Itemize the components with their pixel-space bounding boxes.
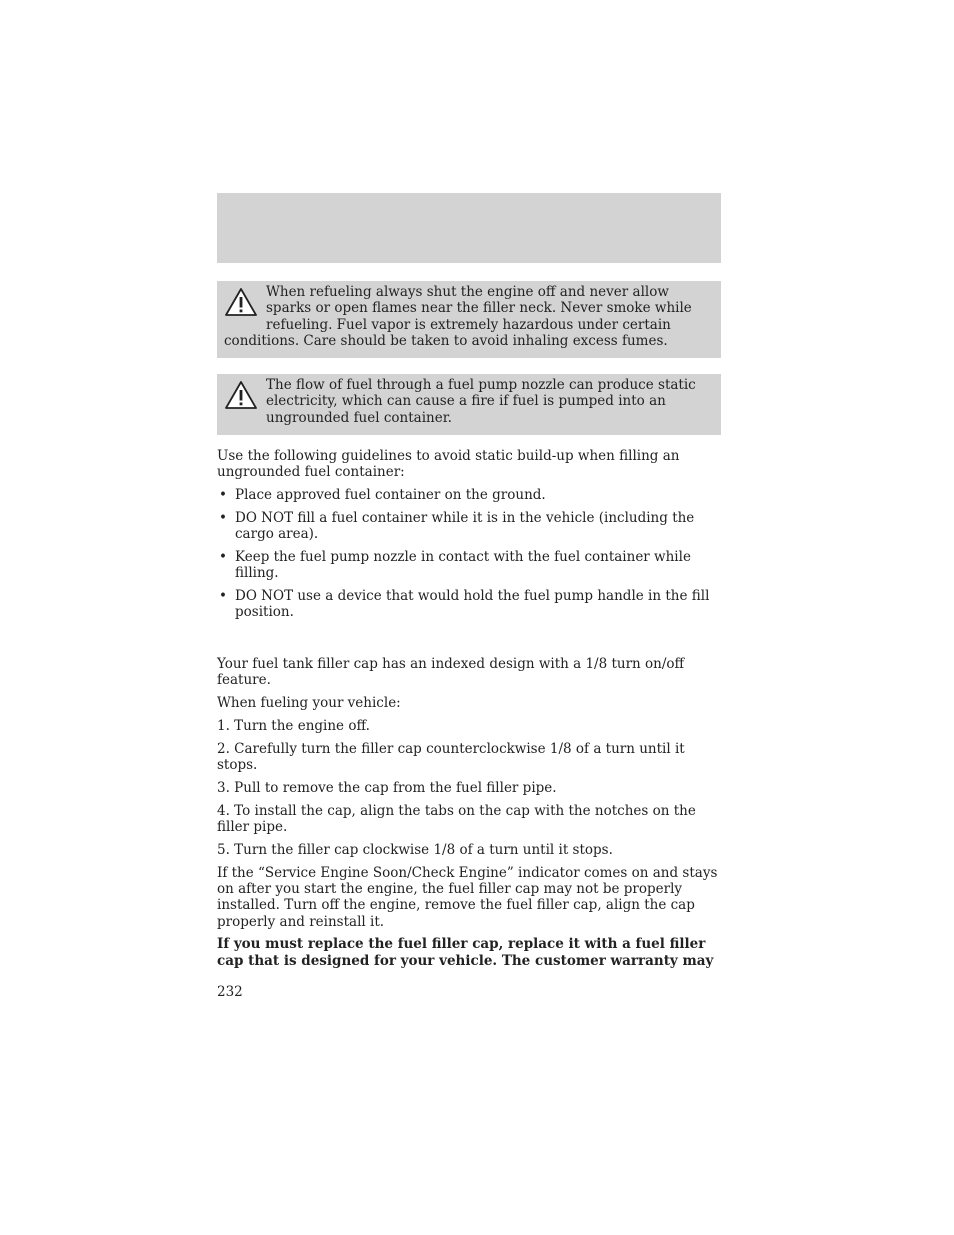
warning-box-refueling bbox=[217, 281, 721, 358]
bullet-glyph: • bbox=[219, 588, 227, 605]
warning-triangle-icon bbox=[224, 287, 258, 317]
guidelines-list bbox=[217, 487, 721, 621]
section-header-band bbox=[217, 193, 721, 263]
step-item: 3. Pull to remove the cap from the fuel filler pipe. bbox=[217, 779, 557, 796]
step-item: 1. Turn the engine off. bbox=[217, 718, 370, 735]
step-item: 4. To install the cap, align the tabs on the cap with the notches on the filler pipe. bbox=[217, 802, 696, 836]
filler-cap-intro: Your fuel tank filler cap has an indexed design with a 1/8 turn on/off feature. bbox=[217, 656, 685, 689]
page-number: 232 bbox=[217, 983, 243, 1000]
guidelines-intro: Use the following guidelines to avoid static build-up when filling an ungrounded fuel container: bbox=[217, 448, 680, 481]
bullet-glyph: • bbox=[219, 548, 227, 565]
step-item: 2. Carefully turn the filler cap counterclockwise 1/8 of a turn until it stops. bbox=[217, 740, 685, 774]
indicator-note: If the “Service Engine Soon/Check Engine” indicator comes on and stays on after you start the engine, the fuel filler cap may not be properly installed. Turn off the engine, remove the fuel filler cap, align the cap properly and reinstall it. bbox=[217, 864, 718, 930]
step-item: 5. Turn the filler cap clockwise 1/8 of a turn until it stops. bbox=[217, 841, 613, 858]
warning-text: The flow of fuel through a fuel pump nozzle can produce static electricity, which can cause a fire if fuel is pumped into an ungrounded fuel container. bbox=[266, 377, 696, 426]
warning-triangle-icon bbox=[224, 380, 258, 410]
warning-box-static bbox=[217, 374, 721, 435]
replacement-cap-note: If you must replace the fuel filler cap, replace it with a fuel filler cap that is designed for your vehicle. The customer warranty may bbox=[217, 936, 714, 969]
list-item: • DO NOT fill a fuel container while it is in the vehicle (including the cargo area). bbox=[219, 509, 695, 543]
list-item: • Keep the fuel pump nozzle in contact with the fuel container while filling. bbox=[219, 548, 691, 582]
list-item: • DO NOT use a device that would hold the fuel pump handle in the fill position. bbox=[219, 588, 710, 621]
body-content bbox=[217, 448, 721, 1000]
list-item: • Place approved fuel container on the ground. bbox=[219, 487, 546, 504]
bullet-glyph: • bbox=[219, 487, 227, 504]
fueling-lead: When fueling your vehicle: bbox=[217, 695, 401, 712]
warning-text: When refueling always shut the engine off and never allow sparks or open flames near the filler neck. Never smoke while refueling. Fuel vapor is extremely hazardous under certain conditions. Care should be taken to avoid inhaling excess fumes. bbox=[224, 284, 692, 349]
section-spacer bbox=[217, 627, 721, 656]
bullet-glyph: • bbox=[219, 509, 227, 526]
